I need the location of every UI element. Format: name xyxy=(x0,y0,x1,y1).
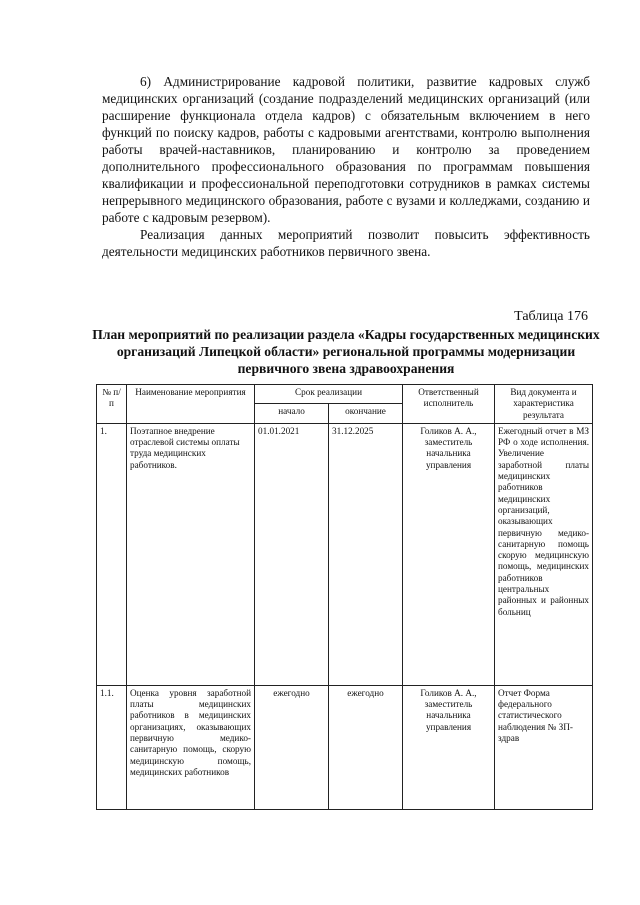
table-row xyxy=(97,423,593,685)
header-start: начало xyxy=(255,404,329,423)
intro-text xyxy=(102,73,590,260)
header-period: Срок реализации xyxy=(255,385,403,404)
row-doc: Ежегодный отчет в МЗ РФ о ходе исполнения. Увеличение заработной платы медицинских работников медицинских организаций, оказывающих первичную медико-санитарную помощь скорую медицинскую помощь, медицинских работников центральных районных и районных больниц xyxy=(495,423,593,685)
header-doc: Вид документа и характеристика результата xyxy=(495,385,593,424)
header-name: Наименование мероприятия xyxy=(127,385,255,424)
table-title: План мероприятий по реализации раздела «Кадры государственных медицинских организаций Липецкой области» региональной программы модернизации первичного звена здравоохранения xyxy=(92,327,600,376)
row-start: 01.01.2021 xyxy=(255,423,329,685)
intro-paragraph-1: 6) Администрирование кадровой политики, развитие кадровых служб медицинских организаций (создание подразделений медицинских организаций (или расширение функционала отдела кадров) с обязательным включением в него функций по поиску кадров, работы с кадровыми агентствами, контролю выполнения работы врачей-наставников, планированию и контролю за проведением дополнительного профессионального образования по программам повышения квалификации и профессиональной переподготовки сотрудников в рамках системы непрерывного медицинского образования, работе с вузами и колледжами, созданию и работе с кадровым резервом). xyxy=(102,74,590,225)
table-row xyxy=(97,685,593,809)
row-num: 1. xyxy=(97,423,127,685)
header-end: окончание xyxy=(329,404,403,423)
row-name: Поэтапное внедрение отраслевой системы оплаты труда медицинских работников. xyxy=(127,423,255,685)
table-header-row xyxy=(97,385,593,404)
header-num: № п/п xyxy=(97,385,127,424)
row-start: ежегодно xyxy=(255,685,329,809)
table-label: Таблица 176 xyxy=(514,309,588,324)
intro-paragraph-2: Реализация данных мероприятий позволит повысить эффективность деятельности медицинских работников первичного звена. xyxy=(102,227,590,259)
row-responsible: Голиков А. А., заместитель начальника управления xyxy=(403,685,495,809)
plan-table xyxy=(96,384,593,810)
row-responsible: Голиков А. А., заместитель начальника управления xyxy=(403,423,495,685)
row-end: ежегодно xyxy=(329,685,403,809)
row-doc: Отчет Форма федерального статистического наблюдения № ЗП-здрав xyxy=(495,685,593,809)
row-end: 31.12.2025 xyxy=(329,423,403,685)
header-responsible: Ответственный исполнитель xyxy=(403,385,495,424)
row-name: Оценка уровня заработной платы медицинских работников в медицинских организациях, оказывающих первичную медико-санитарную помощь, скорую медицинскую помощь, медицинских работников xyxy=(127,685,255,809)
row-num: 1.1. xyxy=(97,685,127,809)
